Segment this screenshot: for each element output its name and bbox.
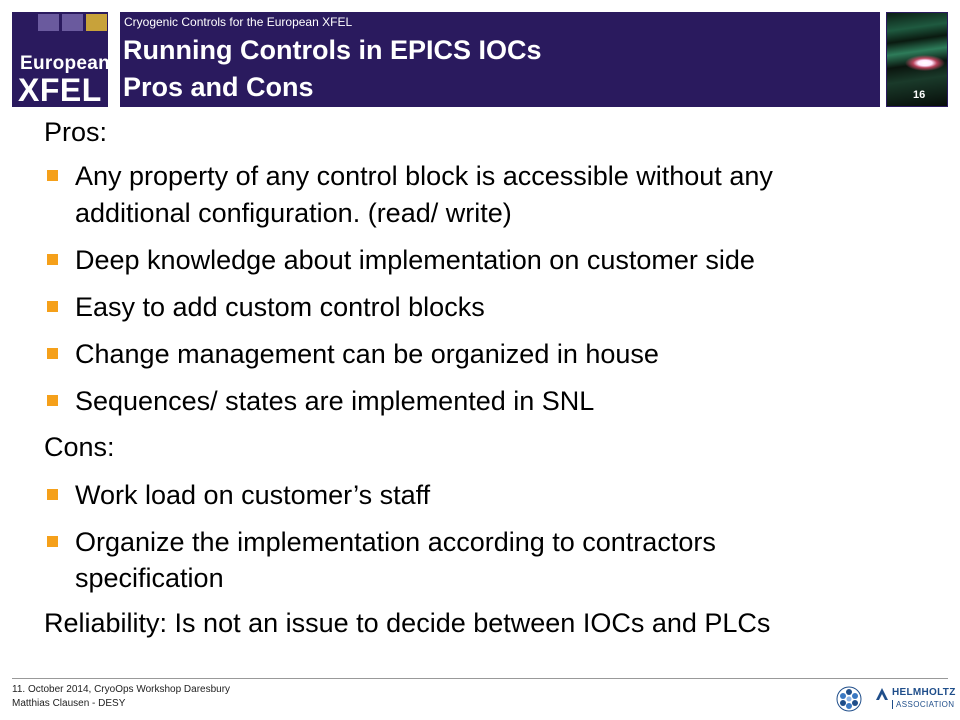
pros-item-1-line-1: Any property of any control block is accessible without any: [75, 161, 773, 191]
reliability-statement: Reliability: Is not an issue to decide between IOCs and PLCs: [44, 608, 771, 638]
cons-item-2-line-1: Organize the implementation according to contractors: [75, 527, 716, 557]
pros-item-4: Change management can be organized in house: [75, 339, 659, 369]
header-photo: [886, 12, 948, 107]
pros-item-5: Sequences/ states are implemented in SNL: [75, 386, 595, 416]
logo-square: [38, 14, 59, 31]
slide-number: 16: [913, 89, 926, 101]
helmholtz-wordmark: HELMHOLTZ: [892, 687, 956, 698]
bullet-marker: [47, 170, 58, 181]
pros-item-3: Easy to add custom control blocks: [75, 292, 485, 322]
bullet-marker: [47, 301, 58, 312]
logo-word-european: European: [20, 53, 111, 74]
helmholtz-association: ASSOCIATION: [892, 700, 954, 709]
logo-square: [62, 14, 83, 31]
footer-author: Matthias Clausen - DESY: [12, 698, 126, 709]
bullet-marker: [47, 395, 58, 406]
pros-heading: Pros:: [44, 117, 108, 147]
logo-word-xfel: XFEL: [18, 72, 102, 108]
logo-square-accent: [86, 14, 107, 31]
slide-title-line-1: Running Controls in EPICS IOCs: [123, 35, 542, 65]
bullet-marker: [47, 489, 58, 500]
cons-heading: Cons:: [44, 432, 115, 462]
presentation-subtitle: Cryogenic Controls for the European XFEL: [124, 15, 353, 29]
cons-item-2-line-2: specification: [75, 563, 224, 593]
desy-logo-icon: [836, 686, 862, 712]
bullet-marker: [47, 348, 58, 359]
footer-divider: [12, 678, 948, 679]
title-bar: [120, 12, 880, 107]
bullet-marker: [47, 254, 58, 265]
footer-date-event: 11. October 2014, CryoOps Workshop Daresbury: [12, 684, 231, 695]
pros-item-1-line-2: additional configuration. (read/ write): [75, 198, 512, 228]
european-xfel-logo: [12, 12, 111, 108]
bullet-marker: [47, 536, 58, 547]
cons-item-1: Work load on customer’s staff: [75, 480, 431, 510]
pros-item-2: Deep knowledge about implementation on customer side: [75, 245, 755, 275]
slide-title-line-2: Pros and Cons: [123, 72, 314, 102]
helmholtz-logo-icon: [874, 684, 956, 714]
